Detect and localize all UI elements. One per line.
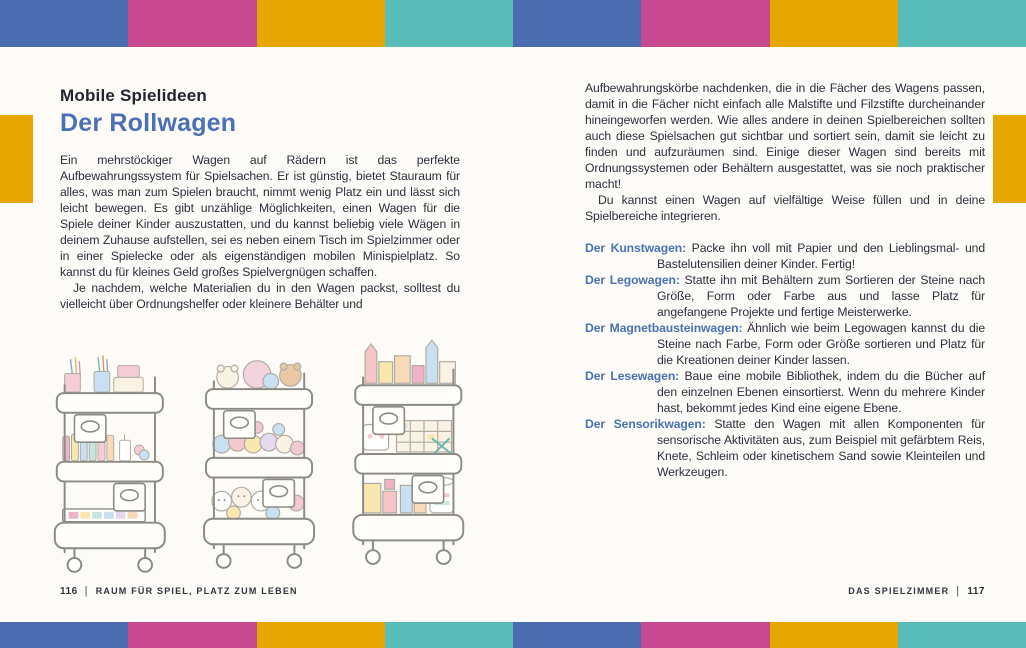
wagon-text: Ähnlich wie beim Legowagen kannst du die Steine nach Farbe, Form oder Größe sortieren und Platz für die Kreationen deiner Kinder lassen.: [657, 321, 985, 367]
list-item: [585, 416, 985, 480]
border-block: [641, 0, 769, 47]
wagon-text: Statte ihn mit Behältern zum Sortieren der Steine nach Größe, Form oder Farbe aus und lasse Platz für angefangene Projekte und fertige Meisterwerke.: [657, 273, 986, 319]
border-block: [770, 622, 898, 648]
wagon-label: Der Sensorikwagen:: [585, 417, 706, 431]
page-number: 116: [60, 586, 78, 597]
border-block: [770, 0, 898, 47]
border-block: [257, 622, 385, 648]
left-page-column: [60, 86, 460, 312]
border-block: [898, 622, 1026, 648]
wagon-text: Packe ihn voll mit Papier und den Lieblingsmal- und Bastelutensilien deiner Kinder. Fertig!: [657, 241, 985, 271]
border-block: [0, 622, 128, 648]
border-block: [513, 622, 641, 648]
border-block: [385, 0, 513, 47]
paragraph: Aufbewahrungskörbe nachdenken, die in die Fächer des Wagens passen, damit in die Fächer nicht einfach alle Malstifte und Filzstifte durcheinander hineingeworfen werden. Wie alles andere in deinen Spielbereichen sollten auch diese Spielsachen gut sichtbar und sortiert sein, damit sie leicht zu finden und aufzuräumen sind. Einige dieser Wagen sind bereits mit Ordnungssystemen oder Behältern ausgestattet, was sie noch praktischer macht!: [585, 81, 985, 191]
footer-separator: |: [956, 585, 961, 597]
page-title: Der Rollwagen: [60, 109, 237, 137]
border-block: [898, 0, 1026, 47]
right-edge-accent-block: [993, 115, 1026, 203]
wagon-label: Der Kunstwagen:: [585, 241, 687, 255]
border-block: [385, 622, 513, 648]
border-block: [0, 0, 128, 47]
right-page-footer: [848, 585, 985, 597]
left-edge-accent-block: [0, 115, 33, 203]
border-block: [128, 622, 256, 648]
paragraph: Du kannst einen Wagen auf vielfältige Weise füllen und in deine Spielbereiche integrieren.: [585, 193, 985, 223]
wagon-label: Der Magnetbausteinwagen:: [585, 321, 743, 335]
border-block: [513, 0, 641, 47]
wagon-label: Der Legowagen:: [585, 273, 680, 287]
wagon-text: Baue eine mobile Bibliothek, indem du die Bücher auf den einzelnen Ebenen einsortierst. Wenn du mehrere Kinder hast, bekommt jedes Kind eine eigene Ebene.: [657, 369, 985, 415]
list-item: [585, 368, 985, 416]
cart-art-supplies: [55, 356, 165, 572]
wagon-type-list: [585, 240, 985, 480]
right-body-text: [585, 80, 985, 480]
bottom-color-border: [0, 622, 1026, 648]
border-block: [128, 0, 256, 47]
border-block: [641, 622, 769, 648]
left-body-text: [60, 152, 460, 312]
cart-plush-toys: [204, 361, 314, 568]
wagon-text: Statte den Wagen mit allen Komponenten für sensorische Aktivitäten aus, zum Beispiel mit gefärbtem Reis, Knete, Schleim oder kinetischem Sand sowie Kleinteilen und Werkzeugen.: [657, 417, 986, 479]
left-page-footer: [60, 585, 298, 597]
top-color-border: [0, 0, 1026, 47]
list-item: [585, 240, 985, 272]
border-block: [257, 0, 385, 47]
paragraph: Ein mehrstöckiger Wagen auf Rädern ist das perfekte Aufbewahrungssystem für Spielsachen. Er ist günstig, bietet Stauraum für alles, was man zum Spielen braucht, nimmt wenig Platz ein und lässt sich leicht bewegen. Es gibt unzählige Möglichkeiten, einen Wagen für die Spiele deiner Kinder auszustatten, und du kannst beliebig viele Wägen in deinem Zuhause aufstellen, sei es neben einem Tisch im Spielzimmer oder in einer Spielecke oder als eigenständigen mobilen Minispielplatz. So kannst du für kleines Geld großes Spielvergnügen schaffen.: [60, 153, 460, 279]
rollwagen-carts-illustration: [45, 326, 477, 578]
section-kicker: Mobile Spielideen: [60, 86, 207, 105]
cart-building-blocks: [353, 340, 463, 564]
footer-separator: |: [84, 585, 89, 597]
list-item: [585, 320, 985, 368]
footer-running-title: RAUM FÜR SPIEL, PLATZ ZUM LEBEN: [95, 586, 298, 596]
footer-running-title: DAS SPIELZIMMER: [848, 586, 950, 596]
wagon-label: Der Lesewagen:: [585, 369, 680, 383]
right-page-column: [585, 80, 985, 480]
list-item: [585, 272, 985, 320]
page-number: 117: [967, 586, 985, 597]
paragraph: Je nachdem, welche Materialien du in den Wagen packst, solltest du vielleicht über Ordnungshelfer oder kleinere Behälter und: [60, 281, 460, 311]
